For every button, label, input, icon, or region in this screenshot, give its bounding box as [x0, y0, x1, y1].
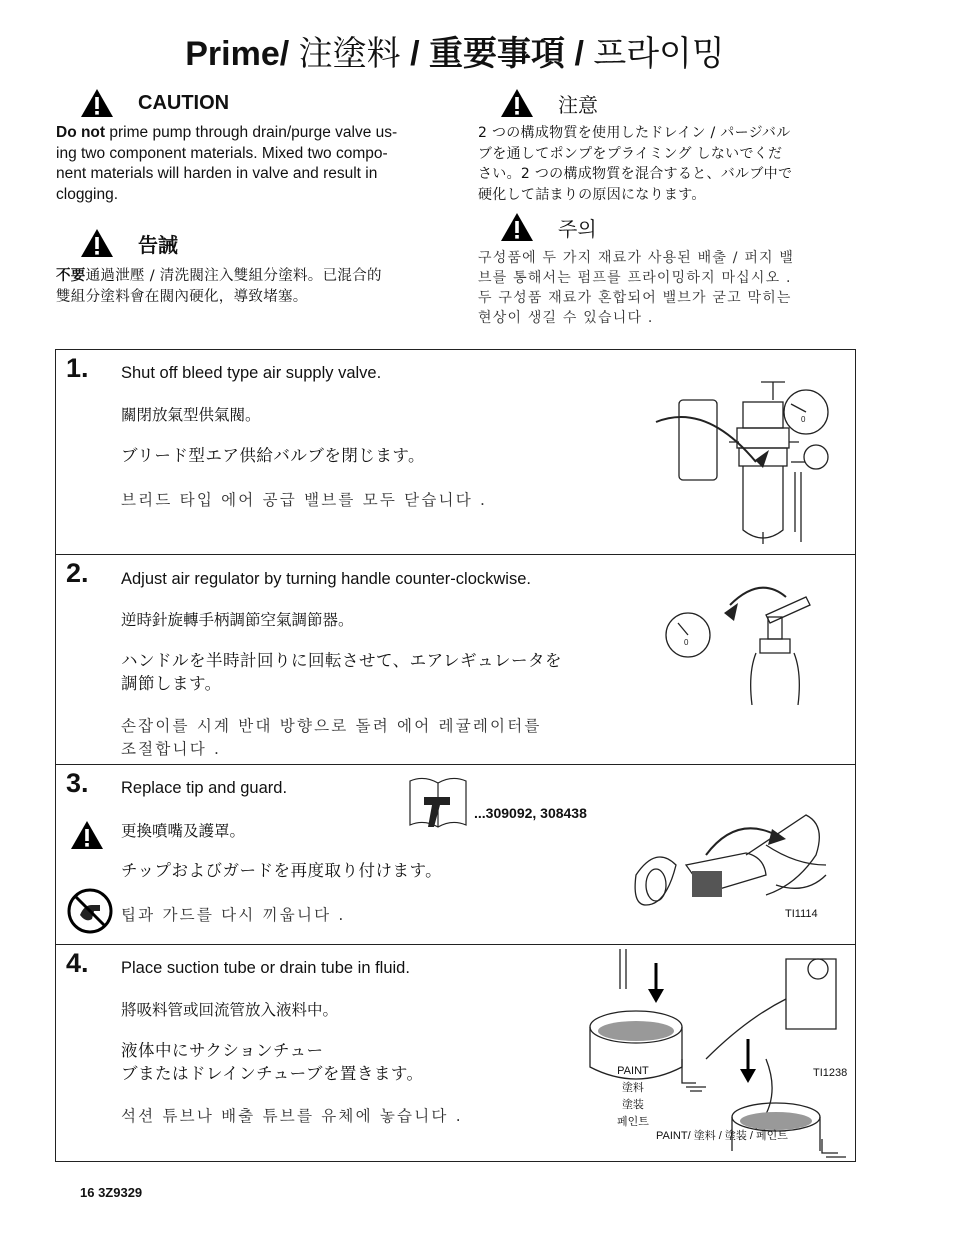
step-3: [56, 764, 855, 944]
caution-ja-line: 硬化して詰まりの原因になります。: [478, 186, 706, 203]
caution-en-header: [80, 88, 229, 118]
manual-reference: ...309092, 308438: [474, 805, 587, 821]
step-text-ja: 調節します。: [121, 674, 222, 693]
step-4: [56, 944, 855, 1162]
caution-ko-label: 주의: [558, 218, 597, 241]
step-text-ja: ハンドルを半時計回りに回転させて、エアレギュレータを: [121, 651, 563, 670]
step-text-ko: 브리드 타입 에어 공급 밸브를 모두 닫습니다 .: [121, 491, 488, 509]
step-text-en: Replace tip and guard.: [121, 779, 288, 797]
air-regulator-illustration: [656, 585, 826, 705]
step-text-ko: 팁과 가드를 다시 끼웁니다 .: [121, 906, 346, 924]
step-text-ko: 석션 튜브나 배출 튜브를 유체에 놓습니다 .: [121, 1107, 463, 1125]
caution-ja-header: [500, 88, 598, 118]
caution-ko-line: 두 구성품 재료가 혼합되어 밸브가 굳고 막히는: [478, 290, 792, 306]
caution-en-line: ing two component materials. Mixed two compo-: [56, 144, 388, 162]
figure-id: TI1238: [813, 1067, 848, 1079]
warning-triangle-icon: [80, 228, 114, 258]
title-ko: 프라이밍: [593, 35, 725, 73]
caution-en-line: nent materials will harden in valve and result in: [56, 165, 378, 182]
title-sep: /: [410, 35, 430, 73]
air-supply-valve-illustration: [651, 372, 841, 552]
caution-ko-line: 구성품에 두 가지 재료가 사용된 배출 / 퍼지 밸: [478, 250, 795, 266]
caution-zh-line: 通過泄壓 / 清洗閥注入雙組分塗料。已混合的: [85, 268, 382, 284]
paint-caption: PAINT/ 塗料 / 塗装 / 페인트: [656, 1130, 788, 1142]
step-text-ja: チップおよびガードを再度取り付けます。: [121, 861, 443, 880]
step-text-ko: 조절합니다 .: [121, 740, 222, 758]
no-hand-spray-icon: [66, 887, 114, 935]
caution-ko-header: [500, 212, 597, 242]
page-footer: 16 3Z9329: [80, 1185, 143, 1200]
paint-label: 塗装: [621, 1099, 644, 1111]
gauge-zero-label: 0: [801, 415, 806, 424]
caution-en-line: prime pump through drain/purge valve us-: [105, 124, 398, 141]
caution-en-text: [56, 123, 446, 205]
page-title: [0, 34, 910, 74]
warning-triangle-icon: [70, 820, 104, 850]
step-number: 3.: [66, 768, 89, 798]
caution-ko-line: 브를 통해서는 펌프를 프라이밍하지 마십시오 .: [478, 270, 792, 286]
step-text-zh: 逆時針旋轉手柄調節空氣調節器。: [121, 611, 354, 629]
caution-ja-line: さい。2 つの構成物質を混合すると、バルブ中で: [478, 166, 793, 182]
title-en: Prime/: [185, 35, 290, 73]
paint-label: 塗料: [621, 1082, 644, 1094]
caution-zh-text: [56, 266, 456, 307]
step-text-en: Adjust air regulator by turning handle counter-clockwise.: [121, 570, 531, 588]
step-text-zh: 更換噴嘴及護罩。: [121, 822, 246, 840]
warning-triangle-icon: [80, 88, 114, 118]
step-text-ko: 손잡이를 시계 반대 방향으로 돌려 에어 레귤레이터를: [121, 717, 542, 735]
title-zh: 注塗料: [289, 35, 411, 73]
caution-ko-text: [478, 248, 863, 328]
step-2: [56, 554, 855, 764]
warning-triangle-icon: [500, 212, 534, 242]
warning-triangle-icon: [500, 88, 534, 118]
caution-ko-line: 현상이 생길 수 있습니다 .: [478, 310, 654, 326]
caution-ja-line: 2 つの構成物質を使用したドレイン / パージバル: [478, 125, 791, 141]
step-number: 1.: [66, 353, 89, 383]
figure-id: TI1114: [785, 908, 818, 920]
step-text-zh: 將吸料管或回流管放入液料中。: [121, 1001, 339, 1019]
title-ja: 重要事項: [429, 35, 566, 73]
caution-zh-label: 告誡: [138, 234, 178, 257]
caution-ja-line: ブを通してポンプをプライミング しないでくだ: [478, 145, 783, 162]
step-1: [56, 350, 855, 554]
step-number: 2.: [66, 558, 89, 588]
caution-zh-bold: 不要: [56, 268, 86, 284]
gauge-zero-label: 0: [684, 638, 689, 647]
step-text-ja: ブリード型エア供給バルブを閉じます。: [121, 446, 426, 465]
caution-en-bold: Do not: [56, 124, 106, 141]
step-text-zh: 關閉放氣型供氣閥。: [121, 406, 261, 424]
caution-ja-label: 注意: [558, 94, 598, 117]
step-text-en: Shut off bleed type air supply valve.: [121, 364, 382, 382]
caution-en-line: clogging.: [56, 185, 119, 203]
paint-label: PAINT: [617, 1065, 649, 1077]
title-sep: /: [565, 35, 594, 73]
caution-ja-text: [478, 123, 863, 205]
caution-en-label: CAUTION: [138, 91, 230, 114]
paint-label: 페인트: [617, 1116, 649, 1128]
step-text-en: Place suction tube or drain tube in fluid.: [121, 959, 410, 977]
step-text-ja: 液体中にサクションチュー: [121, 1041, 324, 1060]
manual-book-icon: [408, 775, 468, 831]
caution-zh-line: 雙組分塗料會在閥內硬化，導致堵塞。: [56, 288, 308, 305]
caution-zh-header: [80, 228, 178, 258]
step-text-ja: ブまたはドレインチューブを置きます。: [121, 1064, 424, 1083]
steps-table: [55, 349, 856, 1162]
step-number: 4.: [66, 948, 89, 978]
paint-label-stack: [617, 1063, 649, 1131]
